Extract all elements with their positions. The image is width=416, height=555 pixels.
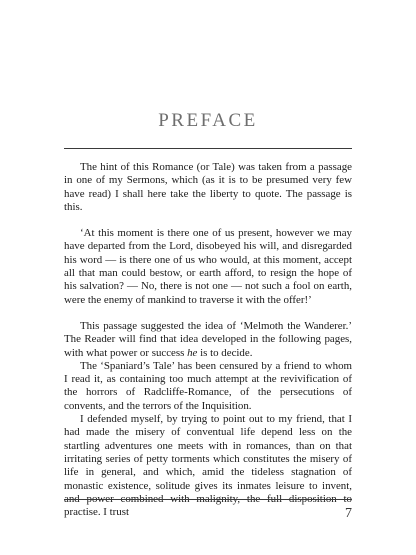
page-number: 7 <box>345 506 352 521</box>
top-rule <box>64 148 352 149</box>
emphasis-he: he <box>187 346 198 359</box>
preface-body <box>64 161 352 519</box>
paragraph-3: This passage suggested the idea of ‘Melmoth the Wanderer.’ The Reader will find that idea developed in the following pages, with what power or success he is to decide. <box>64 319 352 359</box>
paragraph-4: The ‘Spaniard’s Tale’ has been censured by a friend to whom I read it, as containing too much attempt at the revivification of the horrors of Radcliffe-Romance, of the persecutions of convents, and the terrors of the Inquisition. <box>64 359 352 412</box>
page-title: PREFACE <box>158 110 258 131</box>
paragraph-5: I defended myself, by trying to point out to my friend, that I had made the misery of conventual life depend less on the startling adventures one meets with in romances, than on that irritating series of petty torments which constitutes the misery of life in general, and which, amid the tideless stagnation of monastic existence, solitude gives its inmates leisure to invent, and power combined with malignity, the full disposition to practise. I trust <box>64 413 352 519</box>
paragraph-2-quote: ‘At this moment is there one of us present, however we may have departed from the Lord, disobeyed his will, and disregarded his word — is there one of us who would, at this moment, accept all that man could bestow, or earth afford, to resign the hope of his salvation? — No, there is not one — not such a fool on earth, were the enemy of mankind to traverse it with the offer!’ <box>64 227 352 306</box>
paragraph-1: The hint of this Romance (or Tale) was taken from a passage in one of my Sermons, which (as it is to be presumed very few have read) I shall here take the liberty to quote. The passage is this. <box>64 161 352 213</box>
bottom-rule <box>64 499 352 500</box>
